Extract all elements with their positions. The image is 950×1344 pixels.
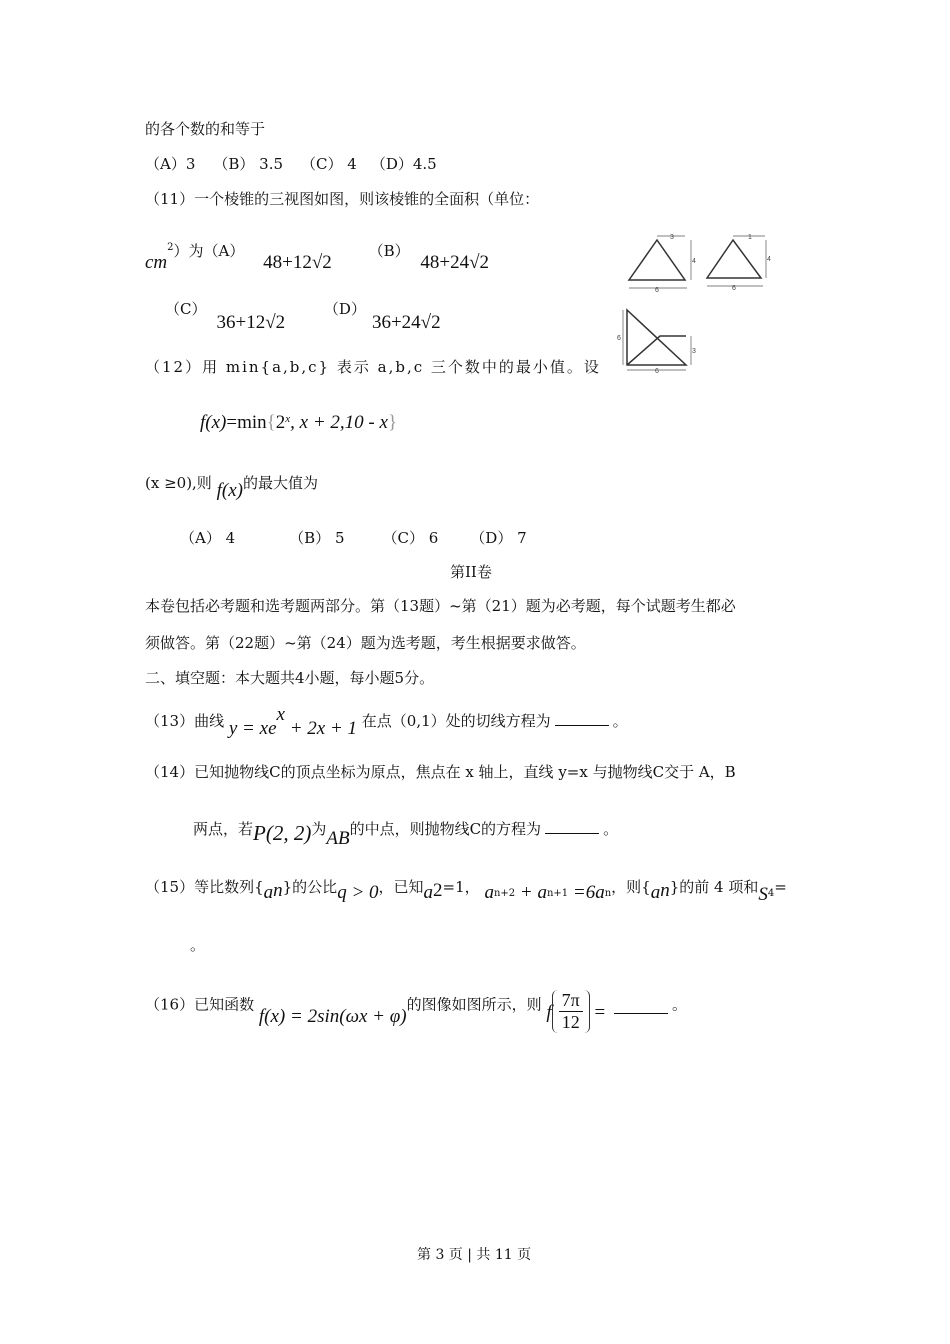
- a2-sub: 2: [433, 880, 443, 901]
- three-view-figure: [615, 228, 785, 373]
- s4: S: [758, 884, 768, 905]
- q16-f: f: [546, 1001, 552, 1023]
- q16-fraction: [552, 990, 590, 1033]
- formula-lhs: f(x): [200, 412, 227, 433]
- unit: cm: [145, 252, 168, 273]
- option-b: 48+24√2: [420, 252, 490, 273]
- option-b: （B） 5: [289, 529, 345, 547]
- formula-body: 2: [275, 412, 286, 433]
- q13: [145, 704, 628, 739]
- q13-end: 。: [612, 712, 628, 730]
- q13-formula: y = xe: [228, 718, 277, 739]
- q10-tail: 的各个数的和等于: [145, 120, 266, 138]
- an-sub: n: [273, 880, 283, 901]
- q15-end: 。: [190, 936, 206, 954]
- unit-sup: 2: [167, 242, 174, 253]
- option-a: 48+12√2: [263, 252, 332, 273]
- q15-t2: ，已知: [378, 878, 424, 896]
- numerator: 7π: [559, 990, 583, 1012]
- top-base-dim: 6: [655, 368, 659, 373]
- front-top-dim: 3: [670, 234, 674, 241]
- q14-pre: 两点，若: [193, 820, 254, 838]
- q12-stem: （12）用 min{a,b,c} 表示 a,b,c 三个数中的最小值。设: [145, 358, 601, 376]
- q12-formula: $f(x)=\min\{2^x$, x + 2,10 - x}: [200, 412, 398, 433]
- top-right-dim: 3: [692, 348, 696, 355]
- front-height-dim: 4: [692, 258, 696, 265]
- q14-end: 。: [603, 820, 619, 838]
- q16: [145, 984, 687, 1032]
- rec-plus: + a: [515, 882, 547, 903]
- q16-eq: =: [589, 1001, 610, 1023]
- side-top-dim: 1: [748, 234, 752, 241]
- q12-line3: [145, 472, 318, 501]
- formula-rest: , x + 2,10 - x: [290, 412, 388, 433]
- option-d: 36+24√2: [371, 312, 441, 333]
- q15-label: （15）等比数列{: [145, 878, 264, 896]
- option-c: 36+12√2: [216, 312, 286, 333]
- q14-line2: [193, 815, 619, 849]
- an-2: a: [650, 882, 661, 903]
- option-c-label: （C）: [165, 300, 207, 318]
- q10-options: [145, 153, 437, 174]
- q14-point: P(2, 2): [253, 821, 312, 845]
- rec-eq: =6a: [568, 882, 605, 903]
- denominator: 12: [561, 1012, 580, 1032]
- front-base-dim: 6: [655, 287, 659, 294]
- q13-formula-2: + 2x + 1: [284, 718, 358, 739]
- q14-mid: 为: [311, 820, 327, 838]
- s4-sub: 4: [767, 888, 775, 899]
- an-sub-2: n: [660, 880, 670, 901]
- q15-t4: ，则{: [611, 878, 651, 896]
- option-d-label: （D）: [323, 300, 366, 318]
- page-footer: 第 3 页 | 共 11 页: [417, 1247, 532, 1263]
- top-left-dim: 6: [617, 335, 621, 342]
- q14-ab: AB: [326, 828, 350, 849]
- q11-stem: （11）一个棱锥的三视图如图，则该棱锥的全面积（单位：: [145, 190, 540, 208]
- q15: [145, 876, 787, 905]
- option-a: （A） 4: [180, 529, 236, 547]
- option-a: （A）3: [145, 155, 196, 173]
- q11-line2: [145, 240, 490, 273]
- formula-sup: x: [285, 413, 291, 425]
- side-base-dim: 6: [732, 285, 736, 292]
- q12-tail: 的最大值为: [242, 474, 318, 492]
- q16-end: 。: [671, 995, 687, 1014]
- q15-t1: }的公比: [282, 878, 338, 896]
- option-c: （C） 6: [382, 529, 439, 547]
- section-intro-1: 本卷包括必考题和选考题两部分。第（13题）~第（21）题为必考题，每个试题考生都必: [145, 597, 736, 615]
- answer-blank[interactable]: [614, 1013, 668, 1014]
- an: a: [263, 882, 274, 903]
- q11-for: ）为（A）: [173, 242, 245, 260]
- q15-t3: =1，: [442, 878, 480, 896]
- q14-line1: （14）已知抛物线C的顶点坐标为原点，焦点在 x 轴上，直线 y=x 与抛物线C交于 A，B: [145, 763, 736, 781]
- q12-options: [180, 527, 527, 548]
- q13-tail: 在点（0,1）处的切线方程为: [361, 712, 551, 730]
- section-intro-2: 须做答。第（22题）~第（24）题为选考题，考生根据要求做答。: [145, 634, 586, 652]
- part2-heading: 二、填空题：本大题共4小题，每小题5分。: [145, 669, 435, 687]
- rec-sub3: n: [604, 888, 612, 899]
- section-title: 第II卷: [450, 563, 492, 581]
- q16-tail: 的图像如图所示，则: [406, 995, 542, 1014]
- option-d: （D） 7: [470, 529, 527, 547]
- q13-label: （13）曲线: [145, 712, 225, 730]
- q11-line3: [165, 298, 441, 333]
- option-d: （D）4.5: [370, 155, 437, 173]
- q15-q: q > 0: [337, 882, 379, 903]
- q12-cond: (x ≥0),则: [145, 474, 212, 492]
- q14-tail: 的中点，则抛物线C的方程为: [349, 820, 542, 838]
- q12-fx: f(x): [216, 480, 243, 501]
- rec-a: a: [484, 882, 494, 903]
- option-b-label: （B）: [368, 242, 410, 260]
- option-b: （B） 3.5: [213, 155, 284, 173]
- q16-formula: f(x) = 2sin(ωx + φ): [258, 1005, 407, 1027]
- answer-blank[interactable]: [545, 821, 599, 834]
- rec-sub1: n+2: [493, 888, 516, 899]
- formula-eq: =min: [226, 412, 267, 433]
- q16-label: （16）已知函数: [145, 995, 255, 1014]
- rec-sub2: n+1: [546, 888, 569, 899]
- q15-t5: }的前 4 项和: [669, 878, 759, 896]
- option-c: （C） 4: [301, 155, 357, 173]
- answer-blank[interactable]: [555, 713, 609, 726]
- side-height-dim: 4: [767, 256, 771, 263]
- q15-t6: =: [774, 878, 787, 896]
- a2: a: [423, 882, 434, 903]
- q13-sup: x: [276, 704, 285, 725]
